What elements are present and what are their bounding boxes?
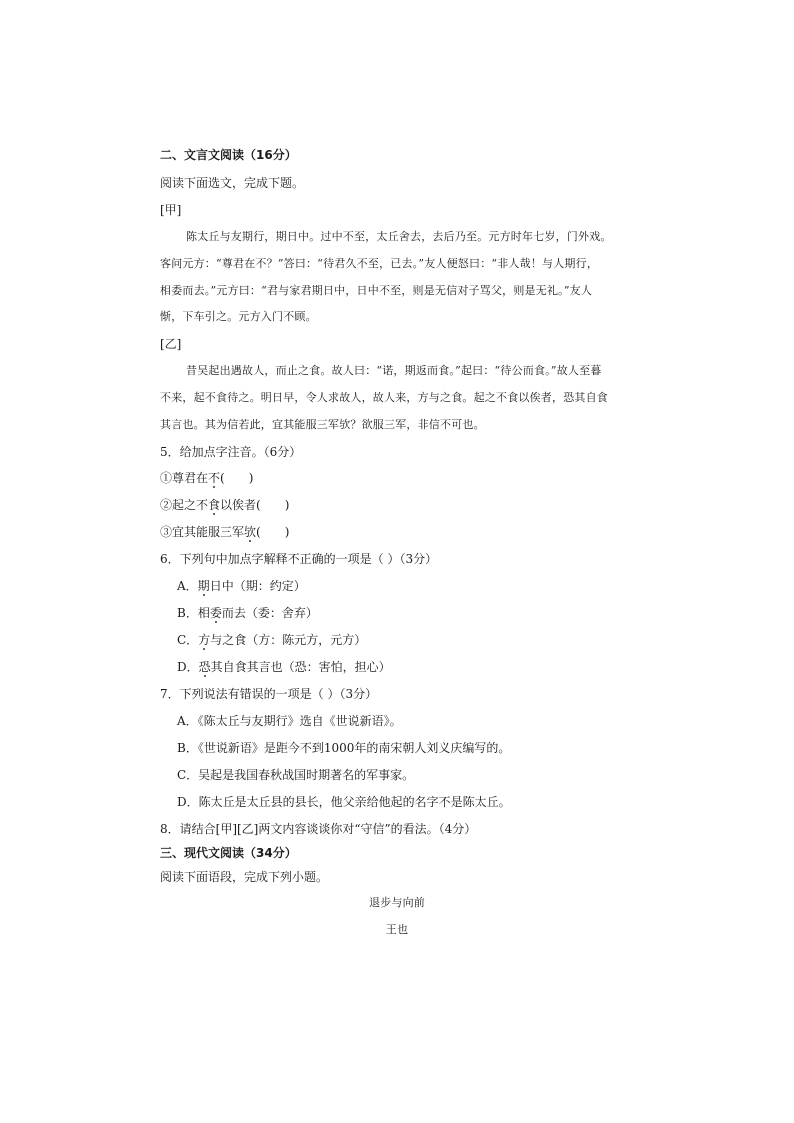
q6-c-prefix: C． xyxy=(177,633,199,647)
question-6-option-b xyxy=(177,605,318,621)
passage-jia-line-4: 惭，下车引之。元方入门不顾。 xyxy=(160,310,317,323)
passage-jia-line-1: 陈太丘与友期行，期日中。过中不至，太丘舍去，去后乃至。元方时年七岁，门外戏。 xyxy=(186,230,612,243)
question-7-option-c: C．吴起是我国春秋战国时期著名的军事家。 xyxy=(177,768,415,782)
q5-item3-dotted-char: 欤 xyxy=(244,525,257,539)
article-title: 退步与向前 xyxy=(369,896,425,909)
passage-yi-line-1: 昔吴起出遇故人，而止之食。故人曰：“诺，期返而食。”起曰：“待公而食。”故人至暮 xyxy=(186,364,602,377)
section2-heading: 二、文言文阅读（16分） xyxy=(160,148,297,162)
question-5-stem: 5．给加点字注音。（6分） xyxy=(160,445,302,459)
question-8-stem: 8．请结合[甲][乙]两文内容谈谈你对“守信”的看法。（4分） xyxy=(160,822,477,836)
q5-item2-text: ②起之不 xyxy=(160,498,209,512)
question-5-item-1 xyxy=(160,470,253,486)
q6-b-prefix: B．相 xyxy=(177,606,210,620)
section3-heading: 三、现代文阅读（34分） xyxy=(160,846,297,860)
q6-a-prefix: A． xyxy=(177,579,198,593)
q5-item3-blank: ( ) xyxy=(256,525,290,539)
passage-yi-line-3: 其言也。其为信若此，宜其能服三军欤？欲服三军，非信不可也。 xyxy=(160,418,485,431)
q6-a-dotted-char: 期 xyxy=(197,579,210,593)
question-6-option-c xyxy=(177,632,366,648)
q5-item1-text: ①尊君在 xyxy=(160,471,209,485)
q6-b-text: 而去（委：舍弃） xyxy=(221,606,318,620)
question-5-item-2 xyxy=(160,497,289,513)
passage-yi-line-2: 不来，起不食待之。明日早，令人求故人，故人来，方与之食。起之不食以俟者，恐其自食 xyxy=(160,391,608,404)
question-7-option-b: B．《世说新语》是距今不到1000年的南宋朝人刘义庆编写的。 xyxy=(177,741,511,755)
question-5-item-3 xyxy=(160,524,289,540)
passage-yi-label: [乙] xyxy=(160,337,182,351)
q6-d-dotted-char: 恐 xyxy=(198,660,211,674)
q5-item1-dotted-char: 不 xyxy=(208,471,221,485)
question-7-stem: 7．下列说法有错误的一项是（ ）（3分） xyxy=(160,687,378,701)
passage-jia-line-2: 客问元方：“尊君在不？”答曰：“待君久不至，已去。”友人便怒曰：“非人哉！与人期行， xyxy=(160,257,599,270)
q5-item2-blank: 以俟者( ) xyxy=(220,498,290,512)
question-6-option-a xyxy=(177,578,306,594)
article-author: 王也 xyxy=(385,923,409,936)
q5-item2-dotted-char: 食 xyxy=(208,498,221,512)
q6-d-text: 其自食其言也（恐：害怕，担心） xyxy=(210,660,391,674)
question-7-option-a: A．《陈太丘与友期行》选自《世说新语》。 xyxy=(177,714,402,728)
question-6-option-d xyxy=(177,659,391,675)
section2-instruction: 阅读下面选文，完成下题。 xyxy=(160,176,305,190)
passage-jia-line-3: 相委而去。”元方曰：“君与家君期日中，日中不至，则是无信对子骂父，则是无礼。”友人 xyxy=(160,284,593,297)
q6-c-dotted-char: 方 xyxy=(198,633,211,647)
q6-c-text: 与之食（方：陈元方，元方） xyxy=(210,633,367,647)
q5-item3-text: ③宜其能服三军 xyxy=(160,525,245,539)
question-7-option-d: D．陈太丘是太丘县的县长，他父亲给他起的名字不是陈太丘。 xyxy=(177,795,511,809)
q5-item1-blank: ( ) xyxy=(220,471,254,485)
passage-jia-label: [甲] xyxy=(160,203,182,217)
q6-a-text: 日中（期：约定） xyxy=(209,579,306,593)
section3-instruction: 阅读下面语段，完成下列小题。 xyxy=(160,870,329,884)
q6-b-dotted-char: 委 xyxy=(209,606,222,620)
q6-d-prefix: D． xyxy=(177,660,199,674)
question-6-stem: 6．下列句中加点字解释不正确的一项是（ ）（3分） xyxy=(160,552,438,566)
